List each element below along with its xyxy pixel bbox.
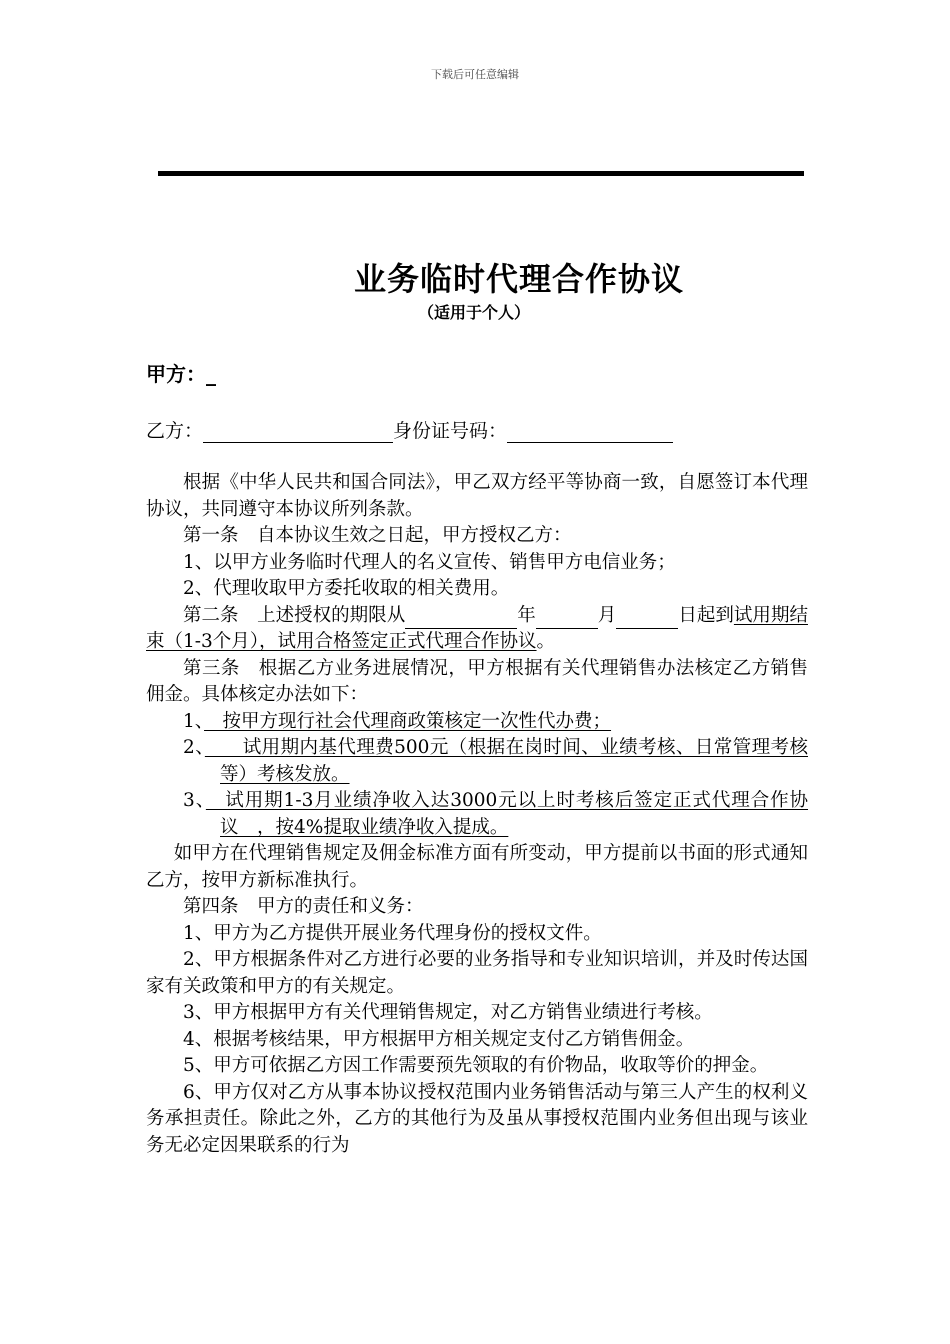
article-4-item: 6、甲方仅对乙方从事本协议授权范围内业务销售活动与第三人产生的权利义务承担责任。除此之外，乙方的其他行为及虽从事授权范围内业务但出现与该业务无必定因果联系的行为: [146, 1081, 808, 1156]
article-4-item: 3、甲方根据甲方有关代理销售规定，对乙方销售业绩进行考核。: [183, 1002, 713, 1023]
article-4-heading: 第四条 甲方的责任和义务：: [183, 896, 424, 917]
article-1-item: 2、代理收取甲方委托收取的相关费用。: [183, 578, 510, 599]
article-2-end-value: 试用期结束（1-3个月），试用合格签定正式代理合作协议: [146, 604, 808, 652]
month-label: 月: [597, 604, 617, 626]
article-3-item-text: 按甲方现行社会代理商政策核定一次性代办费；: [204, 710, 612, 732]
party-b-name-blank[interactable]: [203, 422, 393, 443]
article-3-note: 如甲方在代理销售规定及佣金标准方面有所变动，甲方提前以书面的形式通知乙方，按甲方新标准执行。: [146, 843, 808, 891]
party-a-value: _: [206, 362, 216, 386]
day-label: 日: [678, 604, 697, 626]
article-4-item: 1、甲方为乙方提供开展业务代理身份的授权文件。: [183, 922, 602, 944]
article-4-item: 4、根据考核结果，甲方根据甲方相关规定支付乙方销售佣金。: [183, 1028, 695, 1050]
start-month-blank[interactable]: [536, 608, 598, 629]
document-subtitle: （适用于个人）: [418, 303, 531, 322]
article-3-item-text: 试用期内基代理费500元（根据在岗时间、业绩考核、日常管理考核等）考核发放。: [204, 737, 808, 785]
article-3-heading: 第三条 根据乙方业务进展情况，甲方根据有关代理销售办法核定乙方销售佣金。具体核定办法如下：: [146, 657, 808, 705]
article-3-item-number: 2、: [183, 737, 205, 758]
article-2-end-lead: 起到: [696, 604, 734, 626]
article-3-item-number: 1、: [183, 710, 205, 732]
start-year-blank[interactable]: [405, 608, 517, 629]
party-a-line: [146, 358, 216, 387]
document-title: 业务临时代理合作协议: [354, 260, 685, 298]
year-label: 年: [517, 604, 536, 626]
article-3-item: [146, 788, 808, 841]
article-3-item: [146, 735, 808, 788]
article-1-heading: 第一条 自本协议生效之日起，甲方授权乙方：: [183, 525, 572, 546]
header-rule: [158, 171, 804, 176]
party-b-label: 乙方：: [146, 420, 204, 442]
header-note: 下载后可任意编辑: [431, 68, 519, 81]
article-2-end-tail: 。: [536, 631, 556, 652]
article-3-item-text: 试用期1-3月业绩净收入达3000元以上时考核后签定正式代理合作协议 ，按4%提取业绩净收入提成。: [205, 790, 809, 838]
id-number-label: 身份证号码：: [393, 420, 508, 442]
article-3-item-number: 3、: [183, 790, 206, 811]
article-4-item: 5、甲方可依据乙方因工作需要预先领取的有价物品，收取等价的押金。: [183, 1055, 769, 1076]
agreement-body: [146, 470, 808, 1159]
article-3-item: [146, 709, 808, 736]
party-a-label: 甲方：: [146, 362, 206, 386]
id-number-blank[interactable]: [507, 422, 673, 443]
intro-paragraph: 根据《中华人民共和国合同法》，甲乙双方经平等协商一致，自愿签订本代理协议，共同遵守本协议所列条款。: [146, 472, 808, 520]
article-4-item: 2、甲方根据条件对乙方进行必要的业务指导和专业知识培训，并及时传达国家有关政策和甲方的有关规定。: [146, 949, 808, 997]
article-2-lead: 第二条 上述授权的期限从: [183, 604, 406, 626]
article-2-paragraph: [146, 603, 808, 656]
article-1-item: 1、以甲方业务临时代理人的名义宣传、销售甲方电信业务；: [183, 551, 676, 573]
party-b-line: [146, 416, 673, 443]
start-day-blank[interactable]: [616, 608, 678, 629]
